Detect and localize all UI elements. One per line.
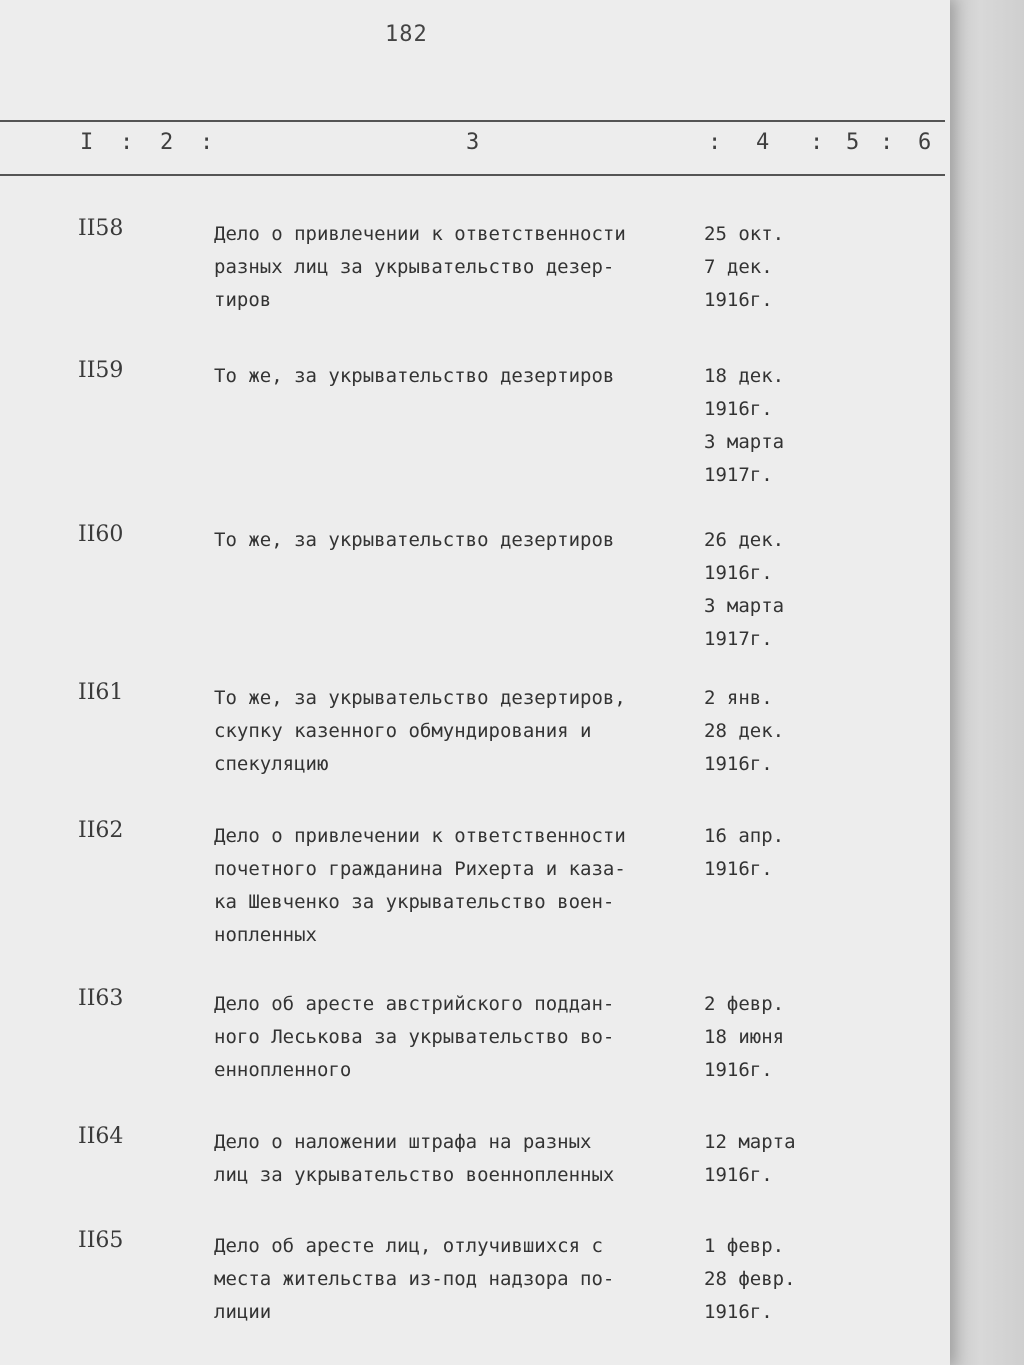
record-title: Дело о наложении штрафа на разных лиц за укрывательство военнопленных	[214, 1131, 615, 1186]
record-dates	[704, 524, 814, 656]
record-date: 25 окт.	[704, 223, 785, 245]
record-number: II60	[78, 522, 124, 547]
column-header-5: 5	[846, 130, 860, 155]
record-dates	[704, 1126, 814, 1192]
column-header-separator: :	[810, 130, 824, 155]
record-number: II62	[78, 818, 124, 843]
record-date: 18 дек.	[704, 365, 785, 387]
record-date: 1916г.	[704, 398, 773, 420]
record-dates	[704, 682, 814, 781]
record-number: II65	[78, 1228, 124, 1253]
record-date: 1917г.	[704, 628, 773, 650]
record-dates	[704, 820, 814, 886]
column-header-2: 2	[160, 130, 174, 155]
page-number: 182	[385, 22, 428, 47]
record-date: 7 дек.	[704, 256, 773, 278]
record-date: 28 февр.	[704, 1268, 796, 1290]
record-date: 26 дек.	[704, 529, 785, 551]
record-title: Дело о привлечении к ответственности почетного гражданина Рихерта и каза- ка Шевченко за укрывательство воен- нопленных	[214, 825, 626, 946]
column-header-3: 3	[466, 130, 480, 155]
record-date: 1916г.	[704, 1059, 773, 1081]
record-date: 1916г.	[704, 1164, 773, 1186]
record-date: 28 дек.	[704, 720, 785, 742]
record-date: 1917г.	[704, 464, 773, 486]
column-header-separator: :	[200, 130, 214, 155]
record-dates	[704, 360, 814, 492]
record-date: 1916г.	[704, 1301, 773, 1323]
record-number: II64	[78, 1124, 124, 1149]
record-title: То же, за укрывательство дезертиров	[214, 365, 615, 387]
header-rule-bottom	[0, 174, 945, 176]
record-date: 1916г.	[704, 562, 773, 584]
record-number: II63	[78, 986, 124, 1011]
record-dates	[704, 1230, 814, 1329]
record-date: 1916г.	[704, 289, 773, 311]
header-rule-top	[0, 120, 945, 122]
record-date: 3 марта	[704, 595, 785, 617]
column-header-4: 4	[756, 130, 770, 155]
record-number: II58	[78, 216, 124, 241]
record-title: То же, за укрывательство дезертиров	[214, 529, 615, 551]
record-dates	[704, 988, 814, 1087]
column-header-1: I	[80, 130, 94, 155]
record-date: 12 марта	[704, 1131, 796, 1153]
column-header-6: 6	[918, 130, 932, 155]
page-edge	[950, 0, 1024, 1365]
record-title: Дело об аресте лиц, отлучившихся с места жительства из-под надзора по- лиции	[214, 1235, 615, 1323]
record-date: 16 апр.	[704, 825, 785, 847]
record-date: 1916г.	[704, 858, 773, 880]
column-header-separator: :	[880, 130, 894, 155]
record-date: 2 янв.	[704, 687, 773, 709]
record-number: II61	[78, 680, 124, 705]
record-title: То же, за укрывательство дезертиров, скупку казенного обмундирования и спекуляцию	[214, 687, 626, 775]
record-dates	[704, 218, 814, 317]
record-date: 1916г.	[704, 753, 773, 775]
record-title: Дело о привлечении к ответственности разных лиц за укрывательство дезер- тиров	[214, 223, 626, 311]
record-title: Дело об аресте австрийского поддан- ного Леськова за укрывательство во- еннопленного	[214, 993, 615, 1081]
record-date: 18 июня	[704, 1026, 785, 1048]
column-header-separator: :	[120, 130, 134, 155]
record-date: 3 марта	[704, 431, 785, 453]
record-number: II59	[78, 358, 124, 383]
record-date: 2 февр.	[704, 993, 785, 1015]
record-date: 1 февр.	[704, 1235, 785, 1257]
column-header-separator: :	[708, 130, 722, 155]
